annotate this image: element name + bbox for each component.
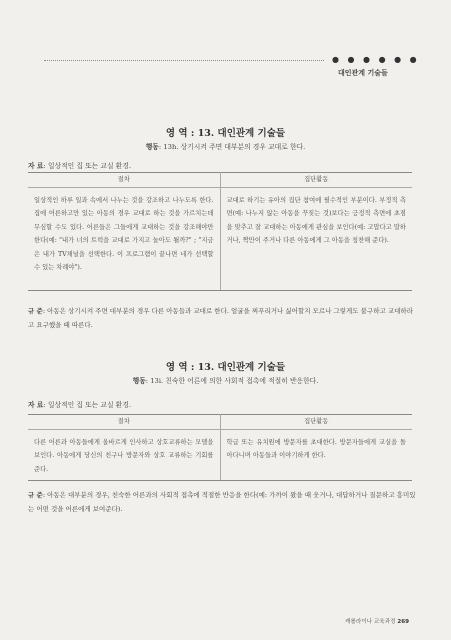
running-header-title: 대인관계 기술들 bbox=[338, 69, 388, 77]
behavior-text: : 13h. 상기시켜 주면 대부분의 경우 교대로 한다. bbox=[158, 143, 306, 151]
group-activity-cell: 교대로 하기는 유아의 집단 참여에 필수적인 부분이다. 부정적 측면(예: 나누지 않는 아동을 꾸짖는 것)보다는 긍정적 측면에 초점을 맞추고 잘 교대하는 아동에게 관심을 보인다(예: 고맙다고 말하거나, 짝만이 주거나 다른 아동에게 그 아동을 칭찬해 준다). bbox=[220, 187, 412, 290]
material-text: : 일상적인 집 또는 교실 환경. bbox=[43, 401, 131, 409]
section-1-activity-table bbox=[28, 172, 412, 291]
material-label: 자 료 bbox=[28, 162, 44, 170]
procedure-header: 절차 bbox=[28, 173, 220, 188]
criteria-text: : 아동은 대부분의 경우, 친숙한 어른과의 사회적 접촉에 적절한 반응을 한다(예: 가까이 왔을 때 웃거나, 대답하거나 질문하고 흥미있는 어떤 것을 어른에게 보여준다). bbox=[28, 491, 416, 513]
section-2-criteria bbox=[28, 488, 418, 516]
header-dotted-rule bbox=[44, 60, 324, 61]
procedure-cell: 일상적인 하루 일과 속에서 나누는 것을 강조하고 나누도록 한다. 집에 어른하고만 있는 아동의 경우 교대로 하는 것을 가르치는데 무심할 수도 있다. 어른들은 그들에게 교대하는 것을 강조해야만 한다(예: "내가 너의 트럭을 교대로 가지고 놀아도 될까?" ; "지금은 내가 TV채널을 선택한다. 이 프로그램이 끝나면 네가 선택할 수 있는 차례야"). bbox=[28, 187, 220, 290]
material-label: 자 료 bbox=[28, 401, 44, 409]
footer-publisher: 캐롤라이나 교육과정 bbox=[345, 619, 396, 625]
material-text: : 일상적인 집 또는 교실 환경. bbox=[43, 162, 131, 170]
header-dots: ● ● ● ● ● ● bbox=[332, 55, 420, 64]
section-1-behavior bbox=[0, 141, 451, 151]
table-row bbox=[28, 429, 412, 481]
table-header-row bbox=[28, 173, 412, 188]
section-2-material bbox=[28, 399, 131, 409]
section-2-title: 영 역 : 13. 대인관계 기술들 bbox=[165, 362, 286, 373]
page-footer bbox=[345, 617, 409, 625]
section-2-activity-table bbox=[28, 414, 412, 481]
procedure-cell: 다른 어른과 아동들에게 올바르게 인사하고 상호교류하는 모델을 보인다. 아동에게 당신의 친구나 방문자와 상호 교류하는 기회를 준다. bbox=[28, 429, 220, 481]
table-header-row bbox=[28, 415, 412, 430]
behavior-label: 행동 bbox=[145, 143, 159, 151]
behavior-label: 행동 bbox=[132, 377, 146, 385]
section-1-material bbox=[28, 160, 131, 170]
criteria-label: 규 준 bbox=[28, 491, 43, 499]
table-row bbox=[28, 187, 412, 290]
group-activity-header: 집단활동 bbox=[220, 415, 412, 430]
section-2-behavior bbox=[0, 375, 451, 385]
criteria-label: 규 준 bbox=[28, 307, 43, 315]
section-1-criteria bbox=[28, 304, 418, 332]
group-activity-cell: 학급 또는 유치원에 방문자를 초대한다. 방문자들에게 교실을 돌아다니며 아동들과 이야기하게 한다. bbox=[220, 429, 412, 481]
page-number: 269 bbox=[397, 619, 409, 625]
criteria-text: : 아동은 상기시켜 주면 대부분의 경우 다른 아동들과 교대로 한다. 얼굴을 찌푸리거나 싫어할지 모르나 그렇게도 불구하고 교대하라고 요구했을 때 따른다. bbox=[28, 307, 413, 329]
procedure-header: 절차 bbox=[28, 415, 220, 430]
group-activity-header: 집단활동 bbox=[220, 173, 412, 188]
section-1-title: 영 역 : 13. 대인관계 기술들 bbox=[165, 128, 286, 139]
behavior-text: : 13i. 친숙한 어른에 의한 사회적 접촉에 적절히 반응한다. bbox=[145, 377, 319, 385]
